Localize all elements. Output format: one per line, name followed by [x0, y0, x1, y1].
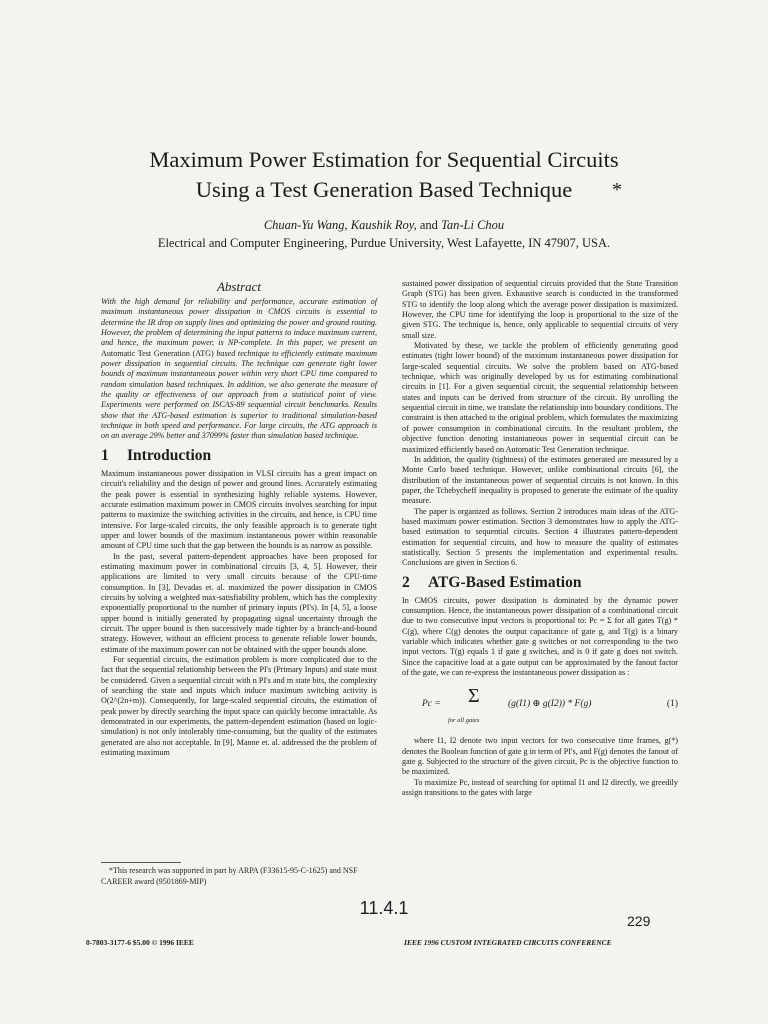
equation-number: (1)	[666, 699, 678, 710]
footnote-rule	[101, 862, 181, 863]
footer-copyright: 0-7803-3177-6 $5.00 © 1996 IEEE	[86, 938, 194, 947]
section-1-heading	[101, 447, 377, 464]
right-paragraph-3: In addition, the quality (tightness) of the estimates generated are measured by a Monte Carlo based technique. However, unlike combinational circuits [6], the distribution of the instantaneous power of sequential circuits is not known. In this paper, the Tchebycheff inequality is proposed to generate the estimate of the quality measure.	[402, 454, 678, 506]
right-column	[402, 279, 678, 798]
section-1-title: Introduction	[127, 446, 212, 464]
equation-1	[402, 686, 678, 730]
session-number: 11.4.1	[359, 898, 409, 918]
section-2-title: ATG-Based Estimation	[428, 573, 582, 591]
section-2-number: 2	[402, 573, 410, 591]
intro-paragraph-3: For sequential circuits, the estimation problem is more complicated due to the fact that the sequential relationship between the PI's (Primary Inputs) and state must be considered. Given a sequential circuit with n PI's and m state bits, the complexity of searching the state and inputs which induce maximum switching activity is O(2^(2n+m)). Consequently, for large-scaled sequential circuits, the estimation of peak power by directly searching the input space can quickly become intractable. As demonstrated in our experiments, the pattern-dependent estimation (based on logic-simulation) is not only intolerably time-consuming, but the quality of the estimates generated are also not acceptable. In [9], Manne et. al. addressed the the problem of estimating maximum	[101, 655, 377, 758]
page-number: 229	[627, 913, 651, 929]
author-names-2: Tan-Li Chou	[441, 218, 505, 232]
right-paragraph-4: The paper is organized as follows. Section 2 introduces main ideas of the ATG-based maximum power estimation. Section 3 demonstrates how to apply the ATG-based estimation to sequential circuits. Section 4 illustrates pattern-dependent estimation for sequential circuits, and how to measure the quality of estimates statistically. Section 5 presents the implementation and experimental results. Conclusions are given in Section 6.	[402, 506, 678, 568]
right-paragraph-2: Motivated by these, we tackle the problem of efficiently generating good estimates (tight lower bound) of the maximum instantaneous power dissipation for large-scaled sequential circuits. We solve the problem based on ATG-based technique, which was originally developed by us for estimating combinational circuits in [1]. For a given sequential circuit, the sequential relationship between states and inputs can be derived from structure of the circuit. By unrolling the sequential circuit in time, we translate the relationship into boundary conditions. The constraint is then attached to the original problem, which formulates the maximizing of power consumption in combinational circuits. In the resultant problem, the objective function denoting instantaneous power in sequential circuit can be maximized efficiently based on Automatic Test Generation technique.	[402, 341, 678, 454]
intro-paragraph-1: Maximum instantaneous power dissipation in VLSI circuits has a great impact on circuit's reliability and the design of power and ground lines. Accurately estimating the peak power is essential in synthesizing highly reliable systems. However, accurate estimation maximum power in CMOS circuits involves searching for input patterns to maximize the switching activities in the circuits, and hence, is CPU time intensive. For large-scaled circuits, the only feasible approach is to generate tight upper and lower bounds of the maximum instantaneous power within reasonable amount of CPU time such that the gap between the bounds is as narrow as possible.	[101, 468, 377, 551]
summation-symbol: Σ	[468, 685, 480, 708]
footnote-text: *This research was supported in part by ARPA (F33615-95-C-1625) and NSF CAREER award (9501869-MIP)	[101, 866, 358, 886]
left-column	[101, 279, 377, 758]
section-1-number: 1	[101, 446, 109, 464]
footer-conference: IEEE 1996 CUSTOM INTEGRATED CIRCUITS CONFERENCE	[404, 938, 612, 947]
footnote	[101, 862, 377, 887]
atg-paragraph-2: where I1, I2 denote two input vectors for two consecutive time frames, g(*) denotes the Boolean function of gate g in term of PI's, and F(g) denotes the fanout of gate g. Subjected to the structure of the given circuit, Pc is the objective function to be maximized.	[402, 736, 678, 777]
paper-title-line-1: Maximum Power Estimation for Sequential Circuits	[149, 147, 619, 172]
summation-subscript: for all gates	[448, 717, 480, 725]
author-conjunction: and	[419, 218, 438, 232]
atg-paragraph-1: In CMOS circuits, power dissipation is dominated by the dynamic power consumption. Hence, the instantaneous power dissipation of a combinational circuit due to two consecutive input vectors is proportional to: Pc = Σ for all gates T(g) * C(g), where C(g) denotes the output capacitance of gate g, and T(g) is a binary variable which indicates whether gate g switches or not corresponding to the two input vectors. T(g) equals 1 if gate g switches, and is 0 if gate g does not switch. Since the capacitive load at a gate output can be approximated by the fanout factor of the gate, we can re-express the instantaneous power dissipation as :	[402, 595, 678, 678]
author-names-1: Chuan-Yu Wang, Kaushik Roy,	[263, 218, 417, 232]
section-2-heading	[402, 574, 678, 591]
paper-title-line-2: Using a Test Generation Based Technique	[195, 177, 573, 202]
equation-lhs: Pc =	[422, 699, 441, 710]
abstract-text-start: With the high demand for reliability and performance, accurate estimation of maximum instantaneous power dissipation in CMOS circuits is essential to determine the IR drop on supply lines and optimizing the power and ground routing. However, the problem of determining the input patterns to induce maximum current, and hence, the maximum power, is NP-complete. In this paper, we present an	[101, 297, 377, 348]
title-footnote-mark: *	[612, 179, 622, 201]
intro-paragraph-2: In the past, several pattern-dependent approaches have been proposed for estimating maximum power in combinational circuits [3, 4, 5]. However, their applications are limited to very small circuits because of the CPU-time consumption. In [3], Devadas et. al. maximized the power dissipation in CMOS circuits by solving a weighted max-satisfiability problem, which has the complexity exponentially proportional to the number of primary inputs (PI's). In [4, 5], a loose upper bound is initially generated by propagating signal uncertainty through the circuit. The upper bound is then successively made tighter by a branch-and-bound strategy. However, without an efficient process to generate reliable lower bounds, estimate of the maximum power can not be obtained with the upper bounds alone.	[101, 551, 377, 654]
equation-rhs: (g(I1) ⊕ g(I2)) * F(g)	[508, 699, 592, 710]
abstract-body	[101, 297, 377, 442]
abstract-text-end: based technique to efficiently estimate maximum power dissipation in sequential circuits. The technique can generate tight lower bounds of maximum instantaneous power within very short CPU time compared to random simulation based techniques. In addition, we also generate the measure of the quality or effectiveness of our approach from a statistical point of view. Experiments were performed on ISCAS-89 sequential circuit benchmarks. Results show that the ATG-based estimation is superior to traditional simulation-based technique in both speed and performance. For large circuits, the ATG approach is on an average 29% better and 37099% faster than simulation based technique.	[101, 348, 378, 441]
atg-paragraph-3: To maximize Pc, instead of searching for optimal I1 and I2 directly, we greedily assign transitions to the gates with large	[402, 777, 678, 798]
abstract-heading: Abstract	[216, 279, 262, 294]
author-affiliation: Electrical and Computer Engineering, Purdue University, West Lafayette, IN 47907, USA.	[157, 236, 611, 250]
abstract-atg-term: Automatic Test Generation (ATG)	[101, 348, 214, 358]
author-list	[0, 218, 768, 233]
right-paragraph-1: sustained power dissipation of sequential circuits provided that the State Transition Graph (STG) has been given. Exhaustive search is conducted in the transformed STG to identify the loop along which the average power dissipation is maximized. However, the CPU time for identifying the loop is proportional to the size of the given STG. The technique is, hence, only applicable to sequential circuits of very small size.	[402, 279, 678, 340]
